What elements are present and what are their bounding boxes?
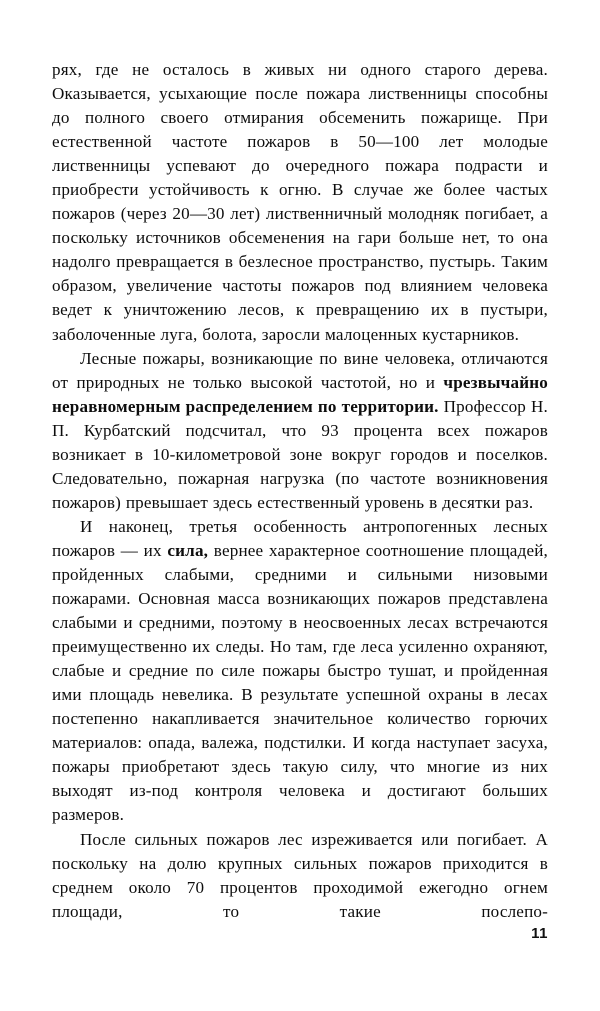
paragraph-3-run-3: вернее характерное соотношение площадей, пройденных слабыми, средними и сильными низовыми пожарами. Основная масса возникающих пожаров представлена слабыми и средними, поэтому в неосвоенных лесах встречаются преимущественно их следы. Но там, где леса усиленно охраняют, слабые и средние по силе пожары быстро тушат, и пройденная ими площадь невелика. В результате успешной охраны в лесах постепенно накапливается значительное количество горючих материалов: опада, валежа, подстилки. И когда наступает засуха, пожары приобретают здесь такую силу, что многие из них выходят из-под контроля человека и достигают больших размеров. [52,540,548,825]
paragraph-3-run-1: И наконец, третья особенность антропогенных лесных пожаров — их [52,516,548,560]
paragraph-4 [52,828,548,924]
paragraph-1 [52,58,548,347]
page-number: 11 [531,925,548,942]
paragraph-2 [52,347,548,515]
paragraph-3 [52,515,548,828]
paragraph-2-run-3: Профессор Н. П. Курбатский подсчитал, что 93 процента всех пожаров возникает в 10-километровой зоне вокруг городов и поселков. Следовательно, пожарная нагрузка (по частоте возникновения пожаров) превышает здесь естественный уровень в десятки раз. [52,396,548,512]
paragraph-4-run-1: После сильных пожаров лес изреживается или погибает. А поскольку на долю крупных сильных пожаров приходится в среднем около 70 процентов проходимой ежегодно огнем площади, то такие послепо- [52,829,548,921]
paragraph-2-emphasis-distribution: чрезвычайно неравномерным распределением по территории. [52,372,548,416]
paragraph-1-run-1: рях, где не осталось в живых ни одного старого дерева. Оказывается, усыхающие после пожара лиственницы способны до полного своего отмирания обсеменить пожарище. При естественной частоте пожаров в 50—100 лет молодые лиственницы успевают до очередного пожара подрасти и приобрести устойчивость к огню. В случае же более частых пожаров (через 20—30 лет) лиственничный молодняк погибает, а поскольку источников обсеменения на гари больше нет, то она надолго превращается в безлесное пространство, пустырь. Таким образом, увеличение частоты пожаров под влиянием человека ведет к уничтожению лесов, к превращению их в пустыри, заболоченные луга, болота, заросли малоценных кустарников. [52,60,548,344]
page-text-block [52,58,548,924]
paragraph-2-run-1: Лесные пожары, возникающие по вине человека, отличаются от природных не только высокой частотой, но и [52,348,548,392]
paragraph-3-emphasis-sila: сила, [167,540,209,560]
